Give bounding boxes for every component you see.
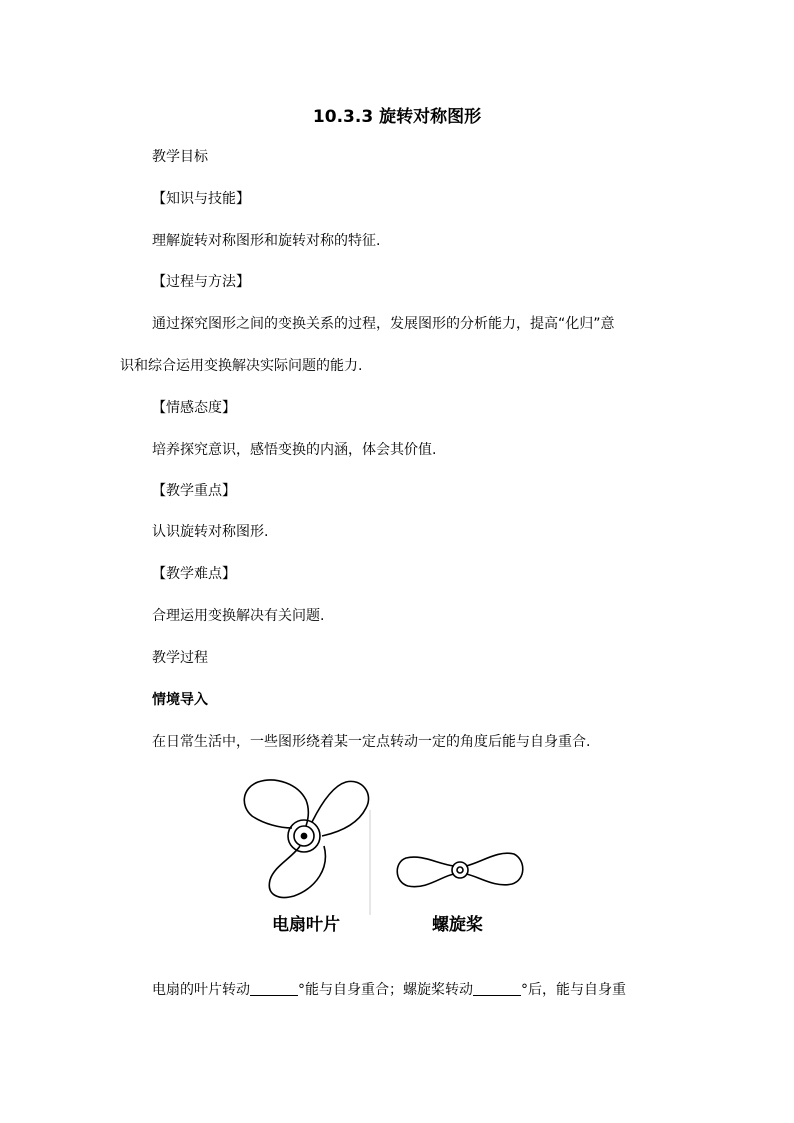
question-part1: 电扇的叶片转动 xyxy=(152,982,250,998)
key-point-text: 认识旋转对称图形. xyxy=(152,524,269,540)
fan-propeller-figure xyxy=(236,770,536,940)
fan-propeller-illustration xyxy=(236,770,536,915)
knowledge-heading: 【知识与技能】 xyxy=(152,191,250,207)
knowledge-text: 理解旋转对称图形和旋转对称的特征. xyxy=(152,233,381,249)
fill-in-question xyxy=(152,980,626,1000)
key-point-heading: 【教学重点】 xyxy=(152,483,236,499)
process-heading: 【过程与方法】 xyxy=(152,274,250,290)
process-text-line2: 识和综合运用变换解决实际问题的能力. xyxy=(120,358,363,374)
question-part2: °能与自身重合；螺旋桨转动 xyxy=(298,982,473,998)
teaching-goals-heading: 教学目标 xyxy=(152,149,208,165)
question-part3: °后，能与自身重 xyxy=(521,982,626,998)
propeller-drawing xyxy=(397,853,523,887)
emotion-text: 培养探究意识，感悟变换的内涵，体会其价值. xyxy=(152,442,437,458)
answer-blank-fan[interactable] xyxy=(250,980,298,996)
emotion-heading: 【情感态度】 xyxy=(152,400,236,416)
page-title: 10.3.3 旋转对称图形 xyxy=(312,107,482,127)
process-text-line1: 通过探究图形之间的变换关系的过程，发展图形的分析能力，提高“化归”意 xyxy=(152,316,615,332)
difficulty-heading: 【教学难点】 xyxy=(152,566,236,582)
intro-heading: 情境导入 xyxy=(152,692,208,708)
procedure-heading: 教学过程 xyxy=(152,650,208,666)
fan-caption: 电扇叶片 xyxy=(272,915,340,935)
difficulty-text: 合理运用变换解决有关问题. xyxy=(152,608,325,624)
intro-text: 在日常生活中，一些图形绕着某一定点转动一定的角度后能与自身重合. xyxy=(152,734,591,750)
answer-blank-propeller[interactable] xyxy=(473,980,521,996)
propeller-caption: 螺旋桨 xyxy=(432,915,483,935)
fan-blades-drawing xyxy=(244,780,368,897)
